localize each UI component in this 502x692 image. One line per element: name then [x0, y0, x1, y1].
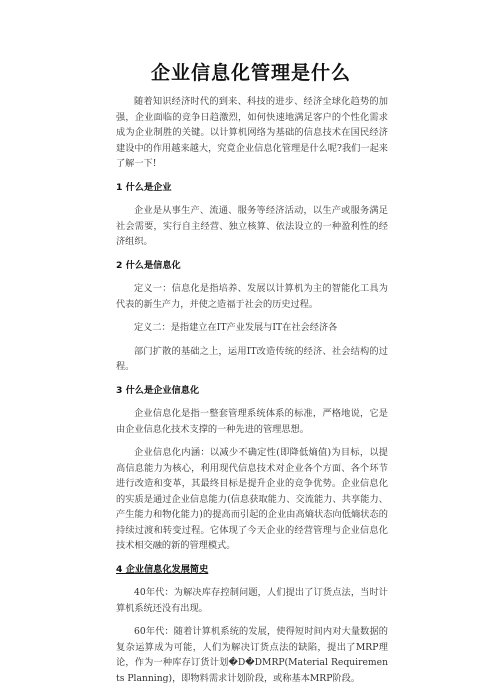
section-2-definition-2-continued: 部门扩散的基础之上，运用IT改造传统的经济、社会结构的过程。: [116, 345, 388, 372]
section-3-heading: 3 什么是企业信息化: [116, 384, 200, 396]
section-2-heading: 2 什么是信息化: [116, 259, 181, 271]
section-4-paragraph-1: 40年代：为解决库存控制问题，人们提出了订货点法，当时计算机系统还没有出现。: [116, 587, 388, 614]
document-title: 企业信息化管理是什么: [150, 62, 351, 84]
section-1-heading: 1 什么是企业: [116, 181, 172, 193]
section-4-heading-text: 4 企业信息化发展简史: [116, 563, 209, 575]
section-2-definition-1: 定义一：信息化是指培养、发展以计算机为主的智能化工具为代表的新生产力，并使之造福于社会的历史过程。: [116, 283, 388, 310]
section-1-paragraph: 企业是从事生产、流通、服务等经济活动，以生产或服务满足社会需要，实行自主经营、独立核算、依法设立的一种盈利性的经济组织。: [116, 205, 388, 247]
section-2-definition-2: 定义二：是指建立在IT产业发展与IT在社会经济各: [134, 322, 338, 333]
section-3-paragraph-1: 企业信息化是指一整套管理系统体系的标准，严格地说，它是由企业信息化技术支撑的一种先进的管理思想。: [116, 408, 388, 435]
document-body: [116, 94, 388, 692]
section-4-paragraph-2: 60年代：随着计算机系统的发展，使得短时间内对大量数据的复杂运算成为可能，人们为解决订货点法的缺陷，提出了MRP理论，作为一种库存订货计划�D�DMRP(Material Requirements Planning)，即物料需求计划阶段，或称基本MRP阶段。: [116, 626, 388, 684]
intro-paragraph: 随着知识经济时代的到来、科技的进步、经济全球化趋势的加强，企业面临的竞争日趋激烈，如何快速地满足客户的个性化需求成为企业制胜的关键。以计算机网络为基础的信息技术在国民经济建设中的作用越来越大，究竟企业信息化管理是什么呢?我们一起来了解一下!: [116, 96, 388, 169]
section-4-heading: [116, 562, 388, 578]
section-3-paragraph-2: 企业信息化内涵：以减少不确定性(即降低熵值)为目标，以提高信息能力为核心，利用现代信息技术对企业各个方面、各个环节进行改造和变革，其最终目标是提升企业的竞争优势。企业信息化的实质是通过企业信息能力(信息获取能力、交流能力、共享能力、产生能力和物化能力)的提高而引起的企业由高熵状态向低熵状态的持续过渡和转变过程。它体现了今天企业的经营管理与企业信息化技术相交融的新的管理模式。: [116, 447, 388, 551]
